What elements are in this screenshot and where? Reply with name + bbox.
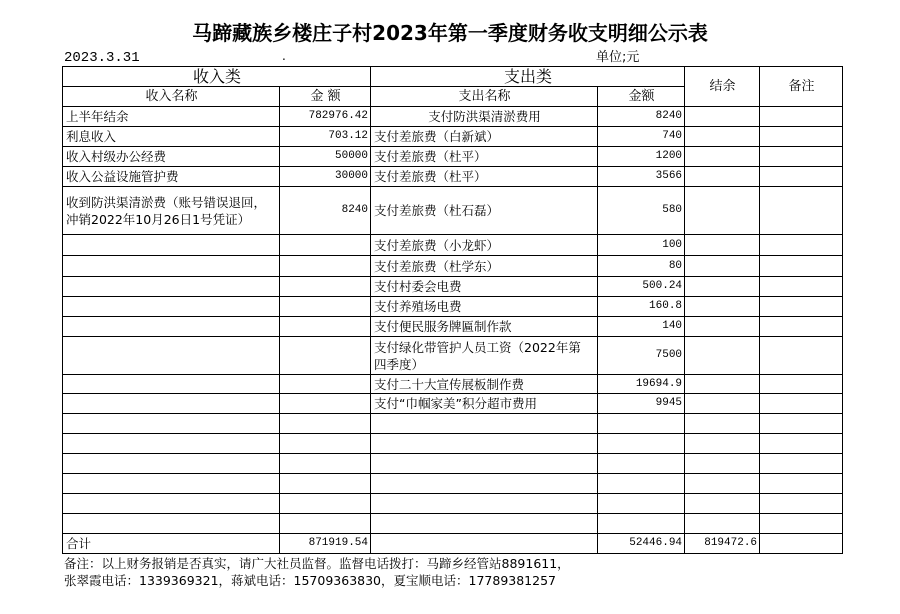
empty-cell: [598, 474, 685, 494]
income-amount-cell: [280, 375, 371, 394]
remark-cell: [760, 277, 843, 297]
header-expense-name: 支出名称: [371, 87, 598, 107]
expense-name-cell: 支付“巾帼家美”积分超市费用: [371, 394, 598, 414]
header-income-name: 收入名称: [63, 87, 280, 107]
expense-name-cell: 支付便民服务牌匾制作款: [371, 317, 598, 337]
remark-cell: [760, 317, 843, 337]
table-row: [63, 167, 843, 187]
header-balance: 结余: [685, 67, 760, 107]
expense-amount-cell: 740: [598, 127, 685, 147]
unit-label: 单位;元: [596, 50, 640, 65]
empty-cell: [280, 454, 371, 474]
remark-cell: [760, 337, 843, 375]
income-amount-cell: 30000: [280, 167, 371, 187]
empty-cell: [280, 514, 371, 534]
empty-cell: [371, 414, 598, 434]
table-row: [63, 235, 843, 256]
table-row: [63, 317, 843, 337]
header-income-group: 收入类: [63, 67, 371, 87]
empty-cell: [598, 414, 685, 434]
balance-cell: [685, 277, 760, 297]
empty-cell: [685, 514, 760, 534]
empty-cell: [598, 434, 685, 454]
empty-cell: [371, 434, 598, 454]
balance-cell: [685, 297, 760, 317]
header-income-amount: 金 额: [280, 87, 371, 107]
empty-cell: [63, 494, 280, 514]
empty-row: [63, 474, 843, 494]
balance-cell: [685, 167, 760, 187]
remark-cell: [760, 235, 843, 256]
income-amount-cell: [280, 317, 371, 337]
income-name-cell: 利息收入: [63, 127, 280, 147]
income-amount-cell: 50000: [280, 147, 371, 167]
income-amount-cell: [280, 297, 371, 317]
expense-amount-cell: 9945: [598, 394, 685, 414]
income-amount-cell: [280, 277, 371, 297]
remark-cell: [760, 107, 843, 127]
expense-amount-cell: 1200: [598, 147, 685, 167]
footer-note-line-1: 备注：以上财务报销是否真实，请广大社员监督。监督电话拨打：马蹄乡经管站8891611，: [64, 556, 570, 571]
remark-cell: [760, 187, 843, 235]
income-amount-cell: 703.12: [280, 127, 371, 147]
total-balance: 819472.6: [685, 534, 760, 554]
table-row: [63, 147, 843, 167]
income-amount-cell: [280, 256, 371, 277]
expense-amount-cell: 7500: [598, 337, 685, 375]
header-expense-amount: 金额: [598, 87, 685, 107]
income-amount-cell: [280, 394, 371, 414]
expense-amount-cell: 3566: [598, 167, 685, 187]
income-amount-cell: 8240: [280, 187, 371, 235]
balance-cell: [685, 187, 760, 235]
empty-cell: [685, 454, 760, 474]
empty-cell: [63, 414, 280, 434]
empty-cell: [760, 474, 843, 494]
balance-cell: [685, 317, 760, 337]
header-remarks: 备注: [760, 67, 843, 107]
expense-amount-cell: 140: [598, 317, 685, 337]
total-expense-name-cell: [371, 534, 598, 554]
expense-amount-cell: 100: [598, 235, 685, 256]
table-row: [63, 256, 843, 277]
empty-cell: [685, 494, 760, 514]
income-name-cell: [63, 317, 280, 337]
expense-amount-cell: 8240: [598, 107, 685, 127]
expense-name-cell: 支付差旅费（杜石磊）: [371, 187, 598, 235]
income-name-cell: 收到防洪渠清淤费（账号错误退回， 冲销2022年10月26日1号凭证）: [63, 187, 280, 235]
expense-name-cell: 支付差旅费（杜平）: [371, 147, 598, 167]
income-name-cell: [63, 375, 280, 394]
table-row: [63, 187, 843, 235]
remark-cell: [760, 375, 843, 394]
expense-name-cell: 支付防洪渠清淤费用: [371, 107, 598, 127]
expense-amount-cell: 19694.9: [598, 375, 685, 394]
income-name-cell: [63, 277, 280, 297]
total-remark-cell: [760, 534, 843, 554]
empty-cell: [280, 494, 371, 514]
empty-cell: [63, 514, 280, 534]
income-name-cell: [63, 337, 280, 375]
total-expense-amount: 52446.94: [598, 534, 685, 554]
expense-name-cell: 支付差旅费（杜平）: [371, 167, 598, 187]
income-name-cell: [63, 297, 280, 317]
empty-cell: [760, 434, 843, 454]
remark-cell: [760, 167, 843, 187]
empty-cell: [63, 454, 280, 474]
expense-name-cell: 支付差旅费（小龙虾）: [371, 235, 598, 256]
empty-cell: [63, 434, 280, 454]
empty-cell: [371, 514, 598, 534]
empty-cell: [598, 514, 685, 534]
expense-amount-cell: 160.8: [598, 297, 685, 317]
income-amount-cell: [280, 337, 371, 375]
page-title: 马蹄藏族乡楼庄子村2023年第一季度财务收支明细公示表: [192, 21, 708, 45]
empty-cell: [760, 514, 843, 534]
empty-cell: [280, 414, 371, 434]
total-income-amount: 871919.54: [280, 534, 371, 554]
income-name-cell: 收入村级办公经费: [63, 147, 280, 167]
empty-cell: [280, 474, 371, 494]
expense-name-cell: 支付养殖场电费: [371, 297, 598, 317]
empty-row: [63, 434, 843, 454]
income-name-cell: [63, 256, 280, 277]
table-row: [63, 375, 843, 394]
balance-cell: [685, 127, 760, 147]
remark-cell: [760, 297, 843, 317]
empty-cell: [63, 474, 280, 494]
balance-cell: [685, 147, 760, 167]
stray-dot: .: [282, 49, 286, 63]
finance-table: [62, 66, 843, 554]
empty-cell: [598, 494, 685, 514]
table-row: [63, 277, 843, 297]
balance-cell: [685, 107, 760, 127]
income-amount-cell: [280, 235, 371, 256]
total-label: 合计: [63, 534, 280, 554]
expense-amount-cell: 80: [598, 256, 685, 277]
table-row: [63, 297, 843, 317]
income-name-cell: [63, 235, 280, 256]
empty-row: [63, 454, 843, 474]
empty-cell: [685, 434, 760, 454]
empty-cell: [685, 474, 760, 494]
empty-cell: [685, 414, 760, 434]
balance-cell: [685, 394, 760, 414]
income-name-cell: [63, 394, 280, 414]
table-row: [63, 127, 843, 147]
income-name-cell: 收入公益设施管护费: [63, 167, 280, 187]
empty-cell: [760, 454, 843, 474]
expense-name-cell: 支付二十大宣传展板制作费: [371, 375, 598, 394]
table-row: [63, 337, 843, 375]
empty-cell: [760, 414, 843, 434]
expense-name-cell: 支付差旅费（杜学东）: [371, 256, 598, 277]
report-date: 2023.3.31: [64, 50, 140, 66]
remark-cell: [760, 147, 843, 167]
balance-cell: [685, 256, 760, 277]
remark-cell: [760, 394, 843, 414]
footer-note-line-2: 张翠霞电话：1339369321，蒋斌电话：15709363830，夏宝顺电话：17789381257: [64, 573, 556, 588]
empty-cell: [280, 434, 371, 454]
income-name-cell: 上半年结余: [63, 107, 280, 127]
balance-cell: [685, 337, 760, 375]
expense-name-cell: 支付绿化带管护人员工资（2022年第 四季度）: [371, 337, 598, 375]
empty-cell: [371, 454, 598, 474]
table-row: [63, 107, 843, 127]
balance-cell: [685, 235, 760, 256]
empty-cell: [371, 474, 598, 494]
table-row: [63, 394, 843, 414]
empty-row: [63, 494, 843, 514]
empty-row: [63, 514, 843, 534]
header-expense-group: 支出类: [371, 67, 685, 87]
remark-cell: [760, 127, 843, 147]
remark-cell: [760, 256, 843, 277]
expense-amount-cell: 580: [598, 187, 685, 235]
expense-name-cell: 支付差旅费（白新斌）: [371, 127, 598, 147]
empty-cell: [760, 494, 843, 514]
empty-cell: [371, 494, 598, 514]
total-row: [63, 534, 843, 554]
expense-amount-cell: 500.24: [598, 277, 685, 297]
empty-row: [63, 414, 843, 434]
expense-name-cell: 支付村委会电费: [371, 277, 598, 297]
header-row-groups: [63, 67, 843, 87]
empty-cell: [598, 454, 685, 474]
balance-cell: [685, 375, 760, 394]
income-amount-cell: 782976.42: [280, 107, 371, 127]
